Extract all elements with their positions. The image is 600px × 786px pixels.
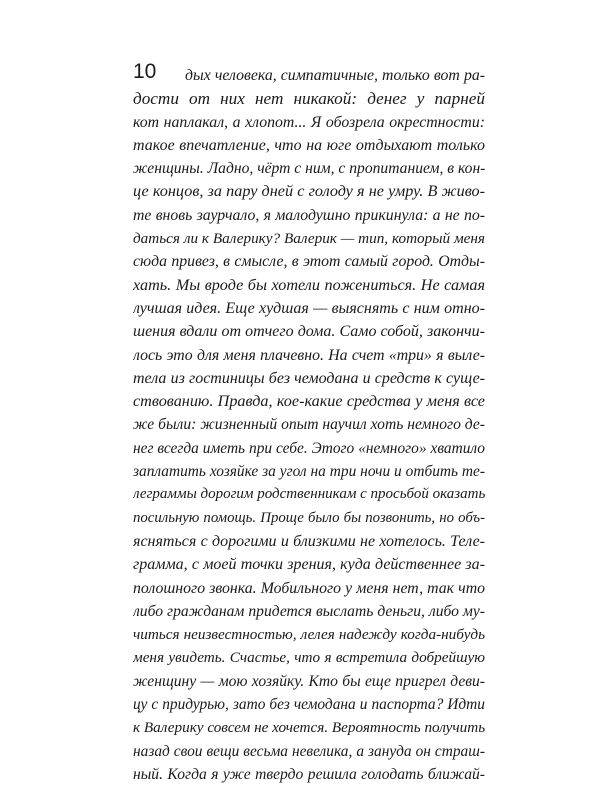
text-line-28: цу с придурью, зато без чемодана и паспорта? Идти (133, 696, 485, 714)
text-line-3: кот наплакал, а хлопот... Я обозрела окрестности: (133, 113, 485, 131)
page-number: 10 (133, 60, 157, 83)
text-line-17: нег всегда иметь при себе. Этого «немного» хватило (133, 439, 485, 457)
text-line-26: меня увидеть. Счастье, что я встретила добрейшую (133, 649, 485, 667)
text-line-27: женщину — мою хозяйку. Кто бы еще пригрел деви- (133, 672, 485, 690)
text-line-15: ствованию. Правда, кое-какие средства у меня все (133, 392, 485, 411)
text-line-9: сюда привез, в смысле, в этот самый город. Отды- (133, 253, 485, 271)
text-line-7: те вновь заурчало, я малодушно прикинула: а не по- (133, 206, 485, 224)
text-line-25: читься неизвестностью, лелея надежду когда-нибудь (133, 626, 485, 644)
body-text (133, 64, 485, 786)
text-line-18: заплатить хозяйке за угол на три ночи и отбить те- (133, 463, 485, 481)
text-line-30: назад свои вещи весьма невелика, а зануда он страш- (133, 742, 485, 760)
text-line-14: тела из гостиницы без чемодана и средств к суще- (133, 369, 485, 387)
text-line-10: хать. Мы вроде бы хотели пожениться. Не самая (133, 275, 485, 294)
text-line-24: либо гражданам придется выслать деньги, либо му- (133, 602, 485, 620)
text-line-1: дых человека, симпатичные, только вот ра- (185, 67, 485, 84)
text-line-23: полошного звонка. Мобильного у меня нет, так что (133, 579, 485, 597)
text-line-22: грамма, с моей точки зрения, куда действеннее за- (133, 556, 485, 574)
text-line-19: леграммы дорогим родственникам с просьбой оказать (133, 486, 485, 503)
text-line-2: дости от них нет никакой: денег у парней (133, 89, 485, 109)
text-line-29: к Валерику совсем не хочется. Вероятность получить (133, 719, 485, 737)
text-line-8: даться ли к Валерику? Валерик — тип, который меня (133, 230, 485, 248)
text-line-5: женщины. Ладно, чёрт с ним, с пропитанием, в кон- (133, 160, 485, 178)
text-line-12: шения вдали от отчего дома. Само собой, закончи- (133, 323, 485, 341)
text-line-11: лучшая идея. Еще худшая — выяснять с ним отно- (133, 299, 485, 317)
text-line-20: посильную помощь. Проще было бы позвонить, но объ- (133, 509, 485, 526)
text-line-4: такое впечатление, что на юге отдыхают только (133, 136, 485, 154)
text-line-21: ясняться с дорогими и близкими не хотелось. Теле- (133, 532, 485, 550)
text-line-31: ный. Когда я уже твердо решила голодать ближай- (133, 765, 485, 783)
text-line-16: же были: жизненный опыт научил хоть немного де- (133, 416, 485, 434)
text-line-13: лось это для меня плачевно. На счет «три» я выле- (133, 346, 485, 364)
text-line-6: це концов, за пару дней с голоду я не умру. В живо- (133, 182, 485, 201)
